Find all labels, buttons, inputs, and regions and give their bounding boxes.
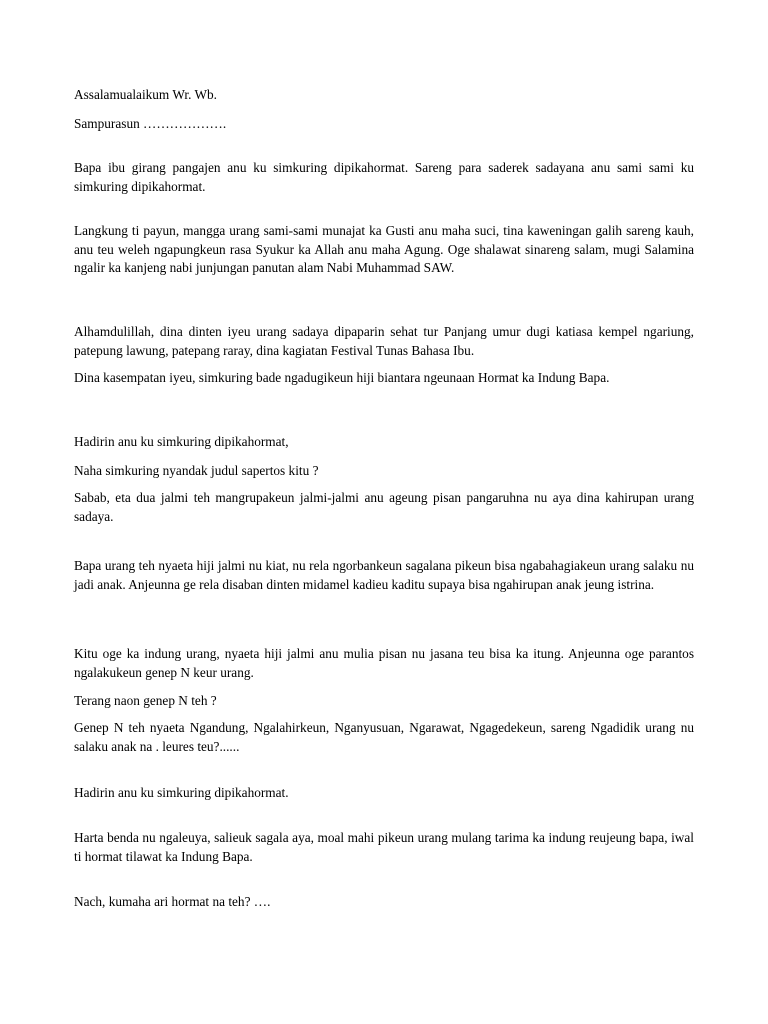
paragraph-opening-prayer: Langkung ti payun, mangga urang sami-sami munajat ka Gusti anu maha suci, tina kaweningan galih sareng kauh, anu teu weleh ngapungkeun rasa Syukur ka Allah anu maha Agung. Oge shalawat sinareng salam, mugi Salamina ngalir ka kanjeng nabi junjungan panutan alam Nabi Muhammad SAW.	[74, 223, 694, 275]
paragraph-salutation: Bapa ibu girang pangajen anu ku simkuring dipikahormat. Sareng para saderek sadayana anu sami sami ku simkuring dipikahormat.	[74, 160, 694, 194]
paragraph-father: Bapa urang teh nyaeta hiji jalmi nu kiat, nu rela ngorbankeun sagalana pikeun bisa ngabahagiakeun urang salaku nu jadi anak. Anjeunna ge rela disaban dinten midamel kadieu kaditu supaya bisa ngahirupan anak jeung istrina.	[74, 558, 694, 592]
paragraph-reason: Sabab, eta dua jalmi teh mangrupakeun jalmi-jalmi anu ageung pisan pangaruhna nu aya dina kahirupan urang sadaya.	[74, 490, 694, 524]
paragraph-audience-address-2: Hadirin anu ku simkuring dipikahormat.	[74, 785, 289, 800]
greeting-line: Assalamualaikum Wr. Wb.	[74, 87, 217, 102]
paragraph-gratitude: Alhamdulillah, dina dinten iyeu urang sadaya dipaparin sehat tur Panjang umur dugi katiasa kempel ngariung, patepung lawung, patepang raray, dina kagiatan Festival Tunas Bahasa Ibu.	[74, 324, 694, 358]
paragraph-audience-address: Hadirin anu ku simkuring dipikahormat,	[74, 434, 289, 449]
paragraph-wealth: Harta benda nu ngaleuya, salieuk sagala aya, moal mahi pikeun urang mulang tarima ka indung reujeung bapa, iwal ti hormat tilawat ka Indung Bapa.	[74, 830, 694, 864]
paragraph-genep-n-question: Terang naon genep N teh ?	[74, 693, 217, 708]
sampurasun-line: Sampurasun ……………….	[74, 116, 227, 131]
paragraph-question: Naha simkuring nyandak judul sapertos kitu ?	[74, 463, 319, 478]
paragraph-mother: Kitu oge ka indung urang, nyaeta hiji jalmi anu mulia pisan nu jasana teu bisa ka itung. Anjeunna oge parantos ngalakukeun genep N keur urang.	[74, 646, 694, 680]
paragraph-closing-question: Nach, kumaha ari hormat na teh? ….	[74, 894, 271, 909]
paragraph-topic: Dina kasempatan iyeu, simkuring bade ngadugikeun hiji biantara ngeunaan Hormat ka Indung Bapa.	[74, 370, 610, 385]
paragraph-genep-n: Genep N teh nyaeta Ngandung, Ngalahirkeun, Nganyusuan, Ngarawat, Ngagedekeun, sareng Ngadidik urang nu salaku anak na . leures teu?......	[74, 720, 694, 754]
